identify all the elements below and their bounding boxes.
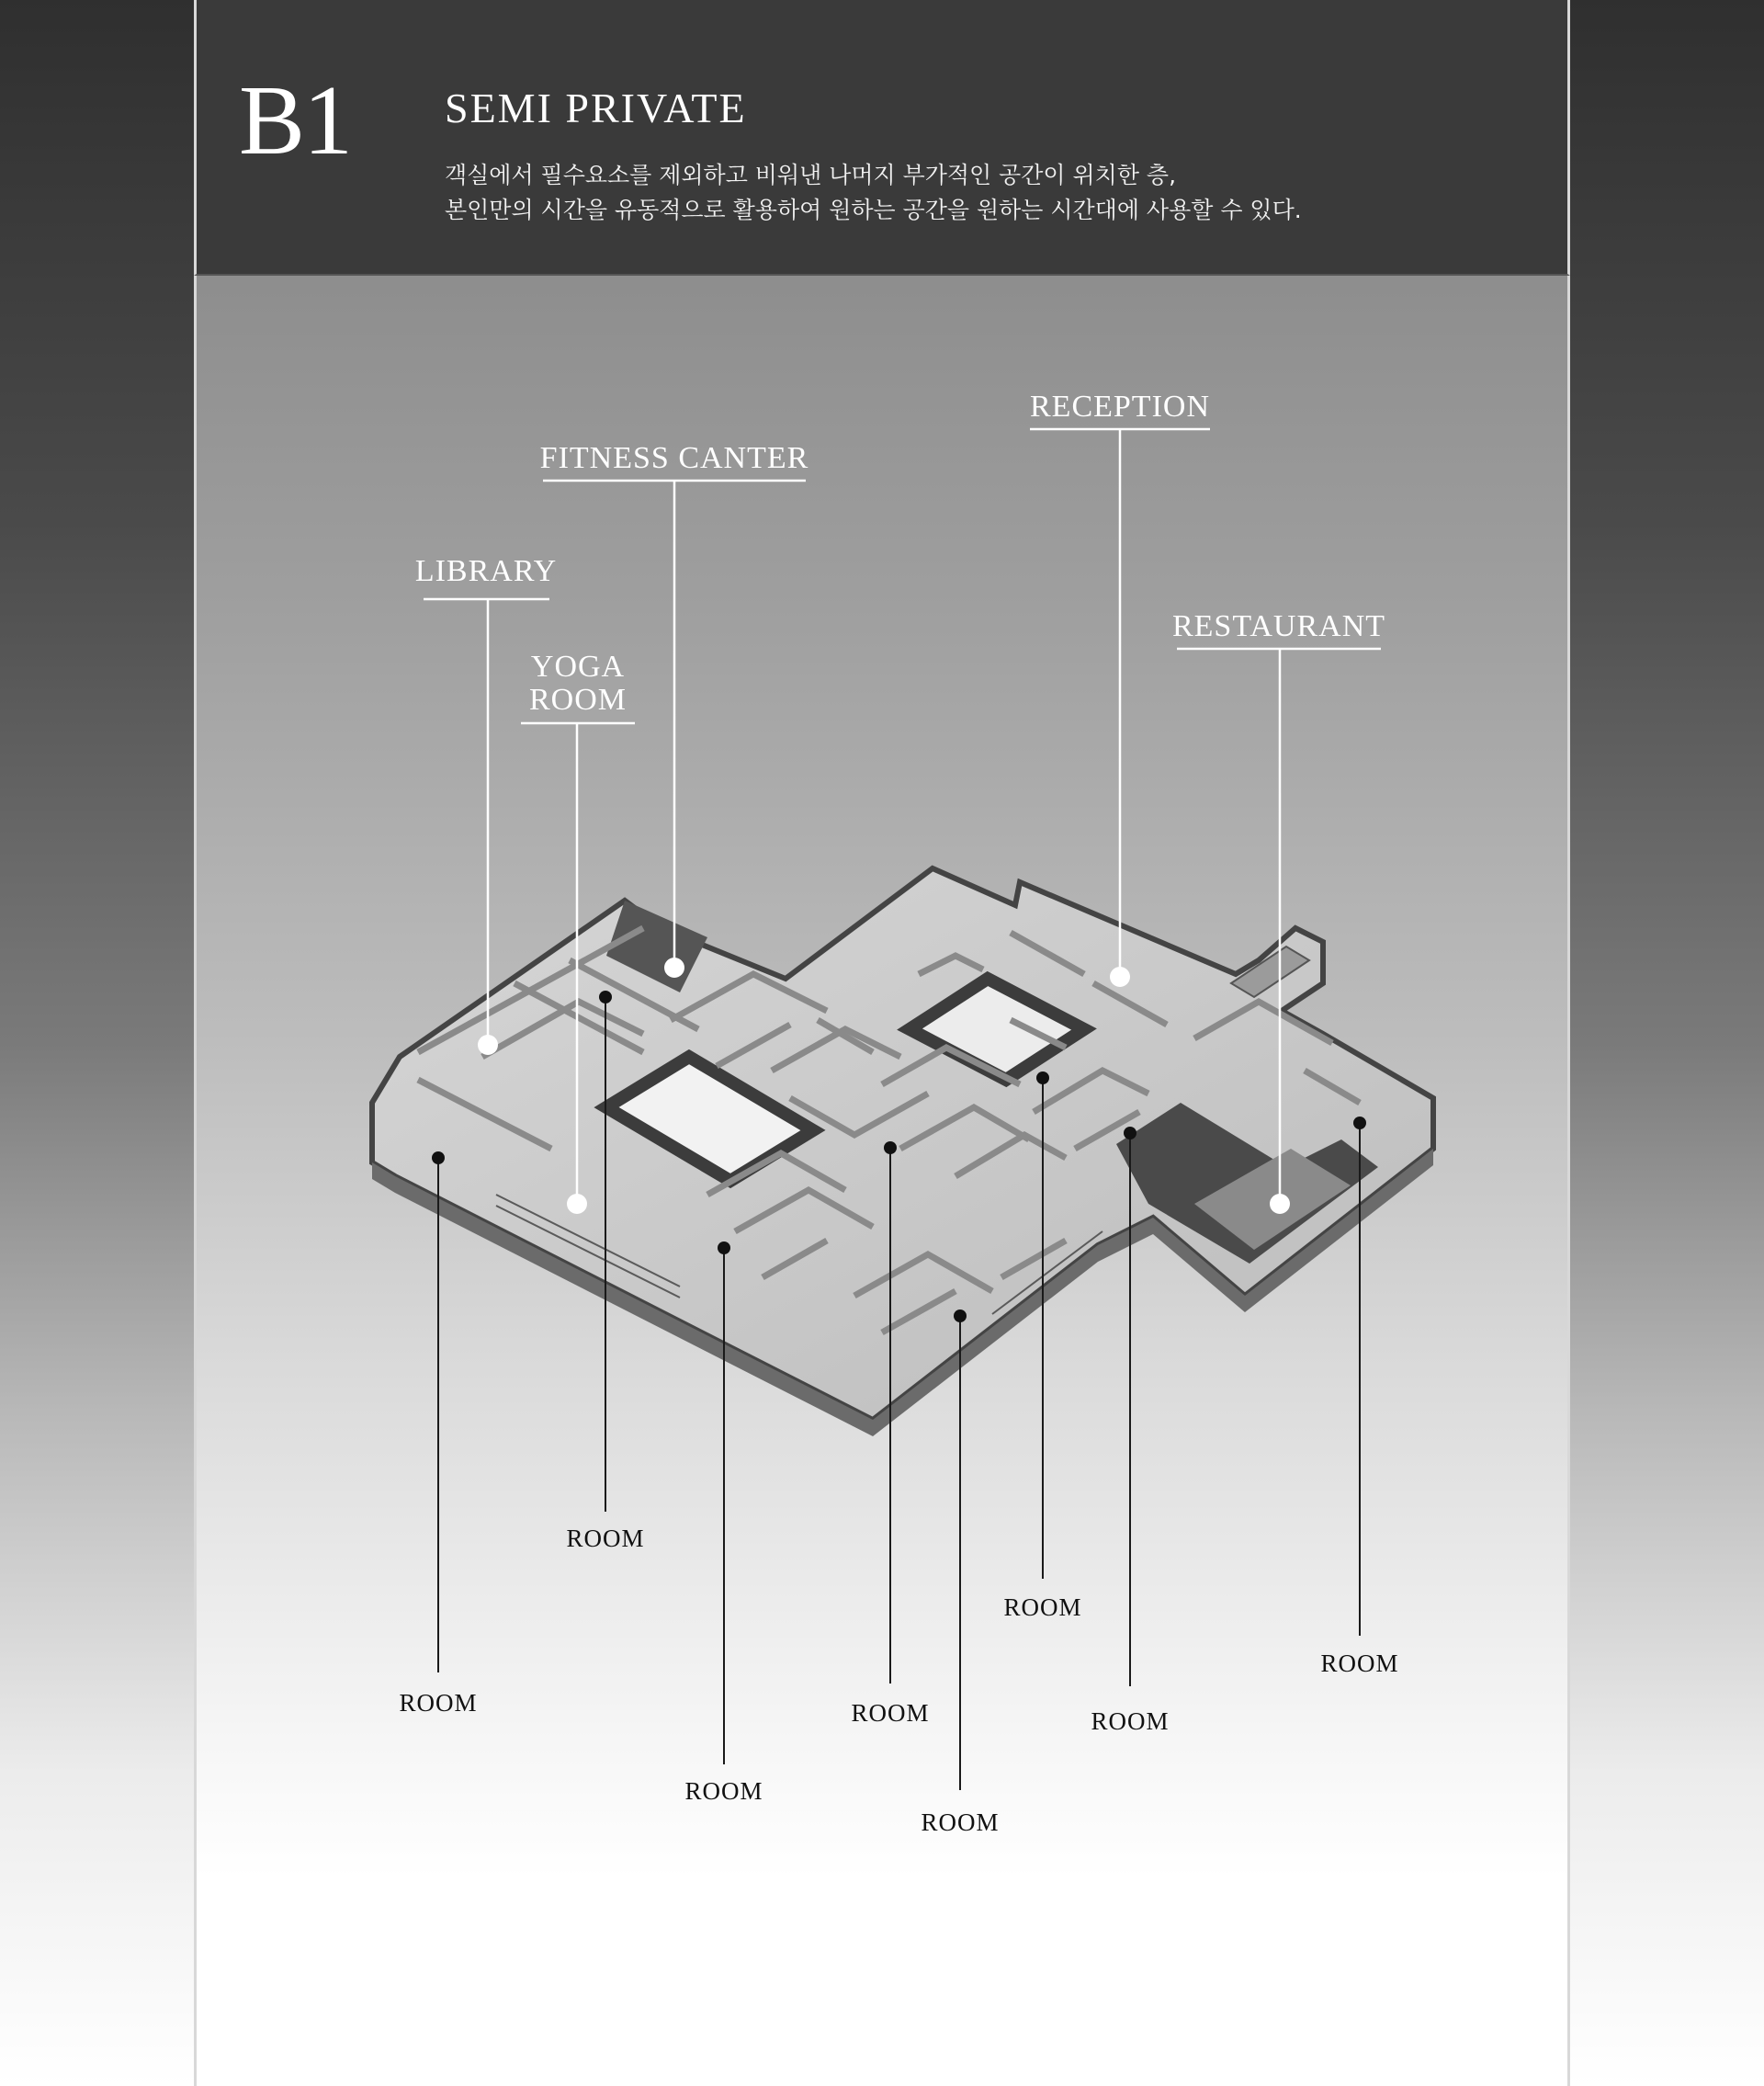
- yoga-dot: [567, 1194, 587, 1214]
- description-line-1: 객실에서 필수요소를 제외하고 비워낸 나머지 부가적인 공간이 위치한 층,: [445, 162, 1177, 188]
- room-4-label: ROOM: [851, 1699, 930, 1727]
- room-6-dot: [1036, 1071, 1049, 1084]
- room-7-dot: [1124, 1127, 1136, 1139]
- yoga-label-line1: YOGA: [530, 650, 626, 684]
- restaurant-dot: [1270, 1194, 1290, 1214]
- reception-label: RECEPTION: [1030, 390, 1210, 424]
- room-1-label: ROOM: [399, 1689, 478, 1717]
- room-4-dot: [884, 1141, 897, 1154]
- library-dot: [478, 1035, 498, 1055]
- floor-code: B1: [239, 66, 352, 176]
- reception-dot: [1110, 967, 1130, 987]
- room-8-label: ROOM: [1320, 1650, 1399, 1677]
- yoga-label-line2: ROOM: [528, 683, 628, 717]
- room-6-label: ROOM: [1003, 1593, 1082, 1621]
- fitness-label: FITNESS CANTER: [539, 441, 809, 475]
- fitness-dot: [664, 958, 684, 978]
- room-2-label: ROOM: [566, 1525, 645, 1552]
- section-title: SEMI PRIVATE: [445, 85, 747, 131]
- description-line-2: 본인만의 시간을 유동적으로 활용하여 원하는 공간을 원하는 시간대에 사용할 수 있다.: [445, 197, 1302, 223]
- room-8-dot: [1353, 1117, 1366, 1129]
- room-3-dot: [718, 1241, 730, 1254]
- room-2-dot: [599, 991, 612, 1003]
- library-label: LIBRARY: [414, 554, 558, 588]
- room-7-label: ROOM: [1091, 1707, 1170, 1735]
- isometric-floor-model: [372, 868, 1433, 1436]
- room-5-dot: [954, 1309, 967, 1322]
- callout-labels: [415, 390, 1385, 717]
- room-5-label: ROOM: [921, 1808, 1000, 1836]
- room-labels: [399, 1525, 1398, 1836]
- restaurant-label: RESTAURANT: [1171, 609, 1386, 643]
- room-3-label: ROOM: [684, 1777, 763, 1805]
- room-1-dot: [432, 1151, 445, 1164]
